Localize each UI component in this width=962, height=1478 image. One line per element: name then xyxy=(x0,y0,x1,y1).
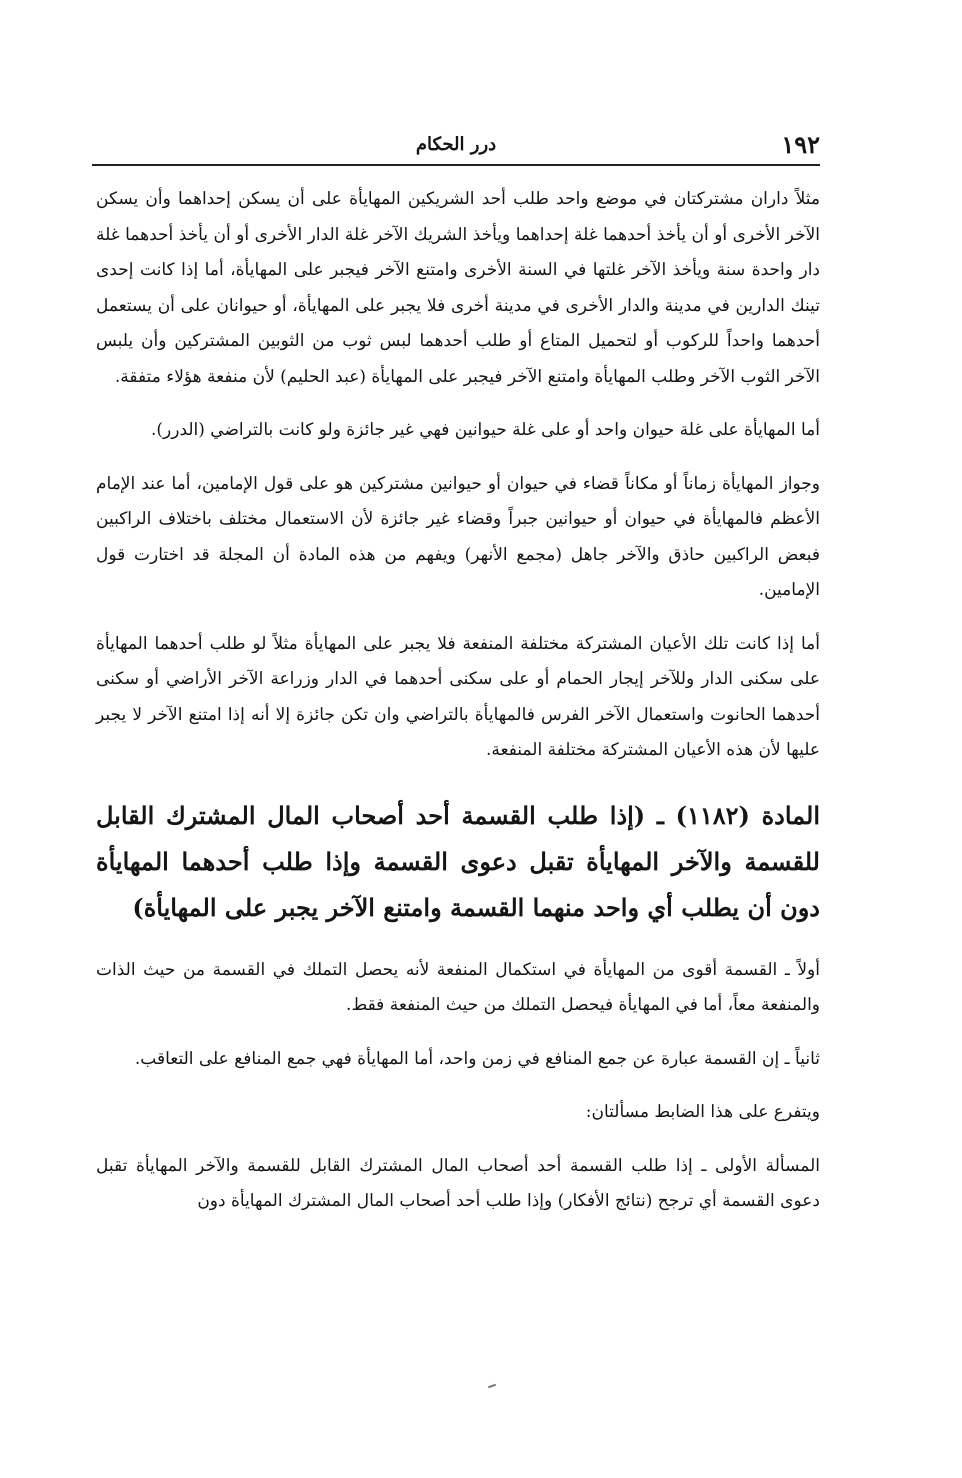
scan-mark xyxy=(488,1384,496,1389)
page-header xyxy=(92,128,820,166)
page-number: ١٩٢ xyxy=(781,130,820,159)
page-body xyxy=(96,182,820,1238)
paragraph: أما إذا كانت تلك الأعيان المشتركة مختلفة المنفعة فلا يجبر على المهايأة مثلاً لو طلب أحدهما المهايأة على سكنى الدار وللآخر إيجار الحمام أو على سكنى أحدهما في الدار وزراعة الآخر الأراضي أو سكنى أحدهما الحانوت واستعمال الآخر الفرس فالمهايأة بالتراضي وان تكن جائزة إلا أنه إذا امتنع الآخر لا يجبر عليها لأن هذه الأعيان المشتركة مختلفة المنفعة. xyxy=(96,633,820,760)
paragraph: أولاً ـ القسمة أقوى من المهايأة في استكمال المنفعة لأنه يحصل التملك في القسمة من حيث الذات والمنفعة معاً، أما في المهايأة فيحصل التملك من حيث المنفعة فقط. xyxy=(96,959,820,1015)
paragraph: المسألة الأولى ـ إذا طلب القسمة أحد أصحاب المال المشترك القابل للقسمة والآخر المهايأة تقبل دعوى القسمة أي ترجح (نتائج الأفكار) وإذا طلب أحد أصحاب المال المشترك المهايأة دون xyxy=(96,1155,820,1211)
running-title: درر الحكام xyxy=(415,134,497,155)
paragraph: وجواز المهايأة زماناً أو مكاناً قضاء في حيوان أو حيوانين مشتركين هو على قول الإمامين، أما عند الإمام الأعظم فالمهايأة في حيوان أو حيوانين جبراً وقضاء غير جائزة لأن الاستعمال مختلف باختلاف الراكبين فبعض الراكبين حاذق والآخر جاهل (مجمع الأنهر) ويفهم من هذه المادة أن المجلة قد اختارت قول الإمامين. xyxy=(96,473,820,600)
paragraph: ثانياً ـ إن القسمة عبارة عن جمع المنافع في زمن واحد، أما المهايأة فهي جمع المنافع على التعاقب. xyxy=(134,1048,820,1069)
paragraph: أما المهايأة على غلة حيوان واحد أو على غلة حيوانين فهي غير جائزة ولو كانت بالتراضي (الدرر). xyxy=(150,420,820,440)
article-text: المادة (١١٨٢) ـ (إذا طلب القسمة أحد أصحاب المال المشترك القابل للقسمة والآخر المهايأة تقبل دعوى القسمة وإذا طلب أحدهما المهايأة دون أن يطلب أي واحد منهما القسمة وامتنع الآخر يجبر على المهايأة) xyxy=(96,800,821,922)
paragraph: مثلاً داران مشتركتان في موضع واحد طلب أحد الشريكين المهايأة على أن يسكن إحداهما وأن يسكن الآخر الأخرى أو أن يأخذ أحدهما غلة إحداهما ويأخذ الشريك الآخر غلة الدار الأخرى أو أن يأخذ أحدهما غلة دار واحدة سنة ويأخذ الآخر غلتها في السنة الأخرى وامتنع الآخر فيجبر على المهايأة، أما إذا كانت إحدى تينك الدارين في مدينة والدار الأخرى في مدينة أخرى فلا يجبر على المهايأة، أو حيوانان على أن يستعمل أحدهما واحداً للركوب أو لتحميل المتاع أو طلب أحدهما لبس ثوب من الثوبين المشتركين وأن يلبس الآخر الثوب الآخر وطلب المهايأة وامتنع الآخر فيجبر على المهايأة (عبد الحليم) لأن منفعة هؤلاء متفقة. xyxy=(96,189,820,387)
paragraph: ويتفرع على هذا الضابط مسألتان: xyxy=(585,1102,820,1122)
